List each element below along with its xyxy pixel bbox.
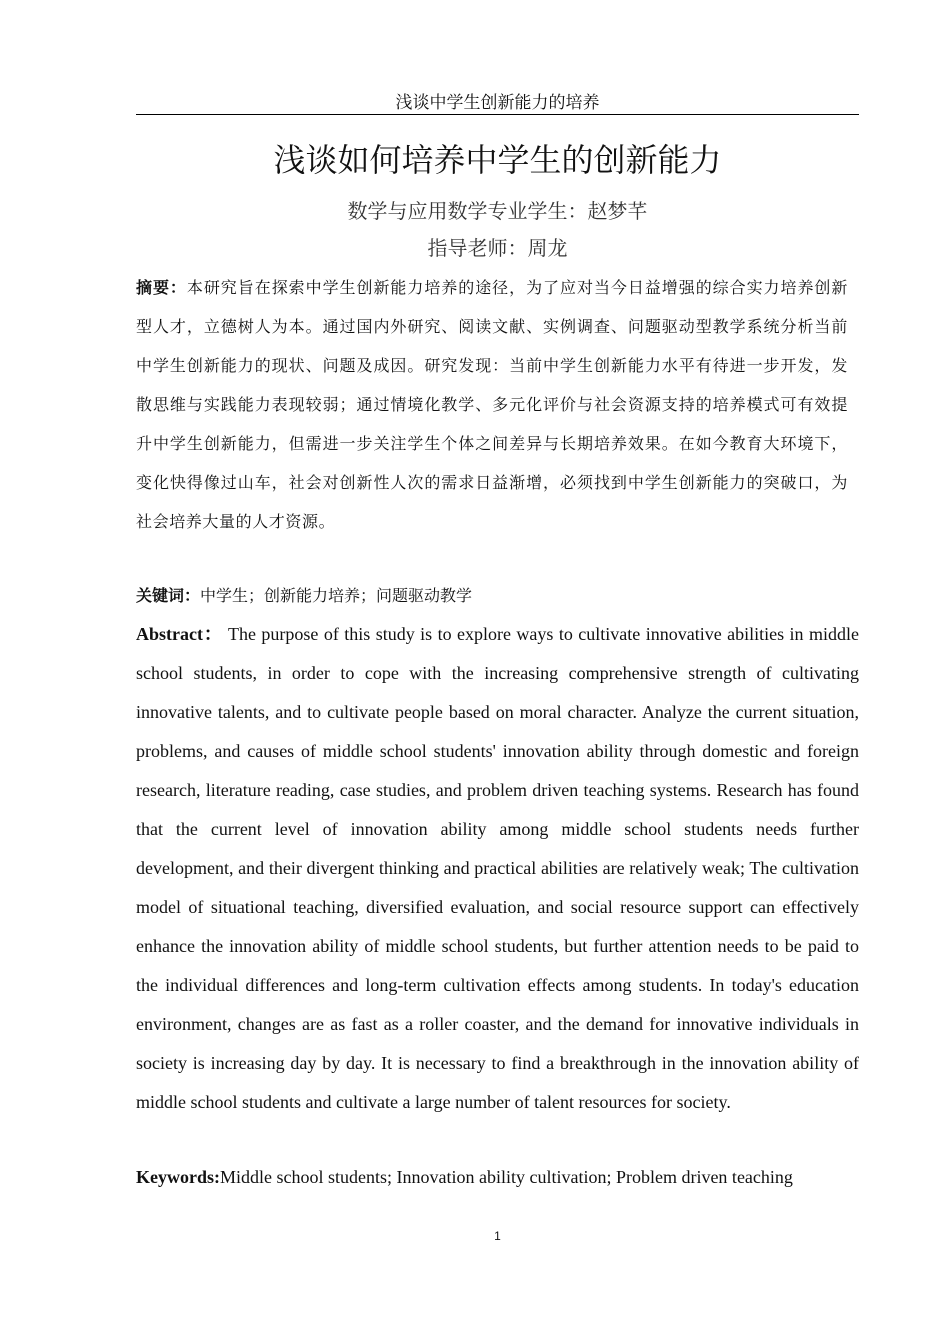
running-header: 浅谈中学生创新能力的培养: [395, 93, 600, 113]
chinese-keywords-label: 关键词：: [136, 586, 201, 605]
chinese-abstract: [136, 268, 848, 541]
english-abstract: [136, 615, 859, 1122]
chinese-keywords: [136, 578, 848, 614]
english-abstract-label: Abstract：: [136, 624, 223, 644]
chinese-abstract-text: 本研究旨在探索中学生创新能力培养的途径，为了应对当今日益增强的综合实力培养创新型人才，立德树人为本。通过国内外研究、阅读文献、实例调查、问题驱动型教学系统分析当前中学生创新能力的现状、问题及成因。研究发现：当前中学生创新能力水平有待进一步开发，发散思维与实践能力表现较弱；通过情境化教学、多元化评价与社会资源支持的培养模式可有效提升中学生创新能力，但需进一步关注学生个体之间差异与长期培养效果。在如今教育大环境下，变化快得像过山车，社会对创新性人次的需求日益渐增，必须找到中学生创新能力的突破口，为社会培养大量的人才资源。: [136, 278, 848, 531]
paper-title: 浅谈如何培养中学生的创新能力: [273, 141, 722, 179]
english-abstract-text: The purpose of this study is to explore ways to cultivate innovative abilities in middle school students, in order to cope with the increasing comprehensive strength of cultivating innovative talents, and to cultivate people based on moral character. Analyze the current situation, problems, and causes of middle school students' innovation ability through domestic and foreign research, literature reading, case studies, and problem driven teaching systems. Research has found that the current level of innovation ability among middle school students needs further development, and their divergent thinking and practical abilities are relatively weak; The cultivation model of situational teaching, diversified evaluation, and social resource support can effectively enhance the innovation ability of middle school students, but further attention needs to be paid to the individual differences and long-term cultivation effects among students. In today's education environment, changes are as fast as a roller coaster, and the demand for innovative individuals in society is increasing day by day. It is necessary to find a breakthrough in the innovation ability of middle school students and cultivate a large number of talent resources for society.: [136, 624, 859, 1112]
page-number: 1: [494, 1229, 501, 1243]
header-rule: [136, 114, 859, 115]
chinese-abstract-label: 摘要：: [136, 278, 187, 297]
chinese-keywords-text: 中学生；创新能力培养；问题驱动教学: [200, 586, 473, 605]
author-line: 数学与应用数学专业学生：赵梦芊: [347, 199, 648, 223]
english-keywords-label: Keywords:: [136, 1167, 220, 1187]
english-keywords: [136, 1158, 859, 1196]
advisor-line: 指导老师：周龙: [427, 236, 568, 260]
english-keywords-text: Middle school students; Innovation ability cultivation; Problem driven teaching: [220, 1167, 793, 1187]
